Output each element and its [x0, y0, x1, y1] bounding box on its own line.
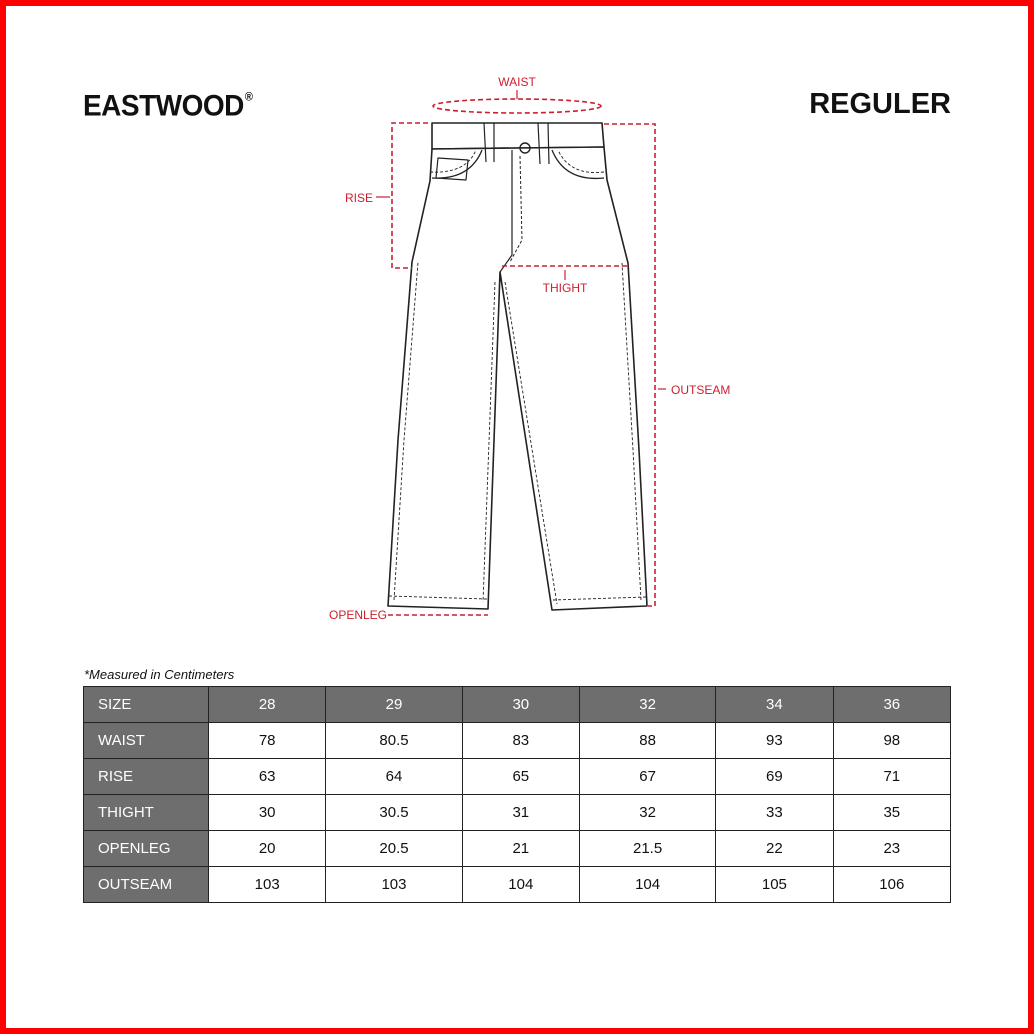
header-cell: 36: [833, 687, 950, 723]
table-cell: 106: [833, 867, 950, 903]
table-cell: 30.5: [326, 795, 462, 831]
header-cell: SIZE: [84, 687, 209, 723]
table-cell: 20.5: [326, 831, 462, 867]
table-cell: 30: [209, 795, 326, 831]
table-row: [84, 867, 951, 903]
table-cell: 21: [462, 831, 579, 867]
table-cell: 33: [716, 795, 833, 831]
table-cell: 105: [716, 867, 833, 903]
table-cell: 65: [462, 759, 579, 795]
table-cell: 103: [326, 867, 462, 903]
row-label: WAIST: [84, 723, 209, 759]
table-cell: 35: [833, 795, 950, 831]
table-cell: 83: [462, 723, 579, 759]
measurement-note: *Measured in Centimeters: [84, 667, 235, 682]
table-cell: 71: [833, 759, 950, 795]
row-label: OPENLEG: [84, 831, 209, 867]
table-cell: 22: [716, 831, 833, 867]
table-cell: 88: [579, 723, 715, 759]
jeans-illustration: [388, 123, 647, 610]
table-cell: 63: [209, 759, 326, 795]
table-cell: 93: [716, 723, 833, 759]
table-cell: 80.5: [326, 723, 462, 759]
row-label: OUTSEAM: [84, 867, 209, 903]
table-cell: 20: [209, 831, 326, 867]
thight-label: THIGHT: [542, 281, 588, 295]
table-cell: 67: [579, 759, 715, 795]
waist-measure-line: [433, 99, 601, 113]
table-header-row: [84, 687, 951, 723]
header-cell: 29: [326, 687, 462, 723]
table-cell: 32: [579, 795, 715, 831]
size-chart-table: [83, 686, 951, 903]
table-cell: 69: [716, 759, 833, 795]
table-cell: 104: [462, 867, 579, 903]
header-cell: 30: [462, 687, 579, 723]
table-cell: 98: [833, 723, 950, 759]
table-row: [84, 795, 951, 831]
table-cell: 21.5: [579, 831, 715, 867]
table-row: [84, 759, 951, 795]
header-cell: 32: [579, 687, 715, 723]
table-cell: 78: [209, 723, 326, 759]
rise-label: RISE: [345, 191, 374, 205]
table-row: [84, 831, 951, 867]
openleg-label: OPENLEG: [329, 608, 388, 622]
table-cell: 23: [833, 831, 950, 867]
table-cell: 31: [462, 795, 579, 831]
table-cell: 64: [326, 759, 462, 795]
table-cell: 103: [209, 867, 326, 903]
outseam-label: OUTSEAM: [671, 383, 731, 397]
table-cell: 104: [579, 867, 715, 903]
waist-label: WAIST: [498, 75, 536, 89]
header-cell: 28: [209, 687, 326, 723]
row-label: THIGHT: [84, 795, 209, 831]
header-cell: 34: [716, 687, 833, 723]
table-row: [84, 723, 951, 759]
registered-mark: ®: [244, 91, 253, 104]
fit-title: REGULER: [809, 88, 951, 120]
row-label: RISE: [84, 759, 209, 795]
brand-name: EASTWOOD: [83, 89, 244, 122]
